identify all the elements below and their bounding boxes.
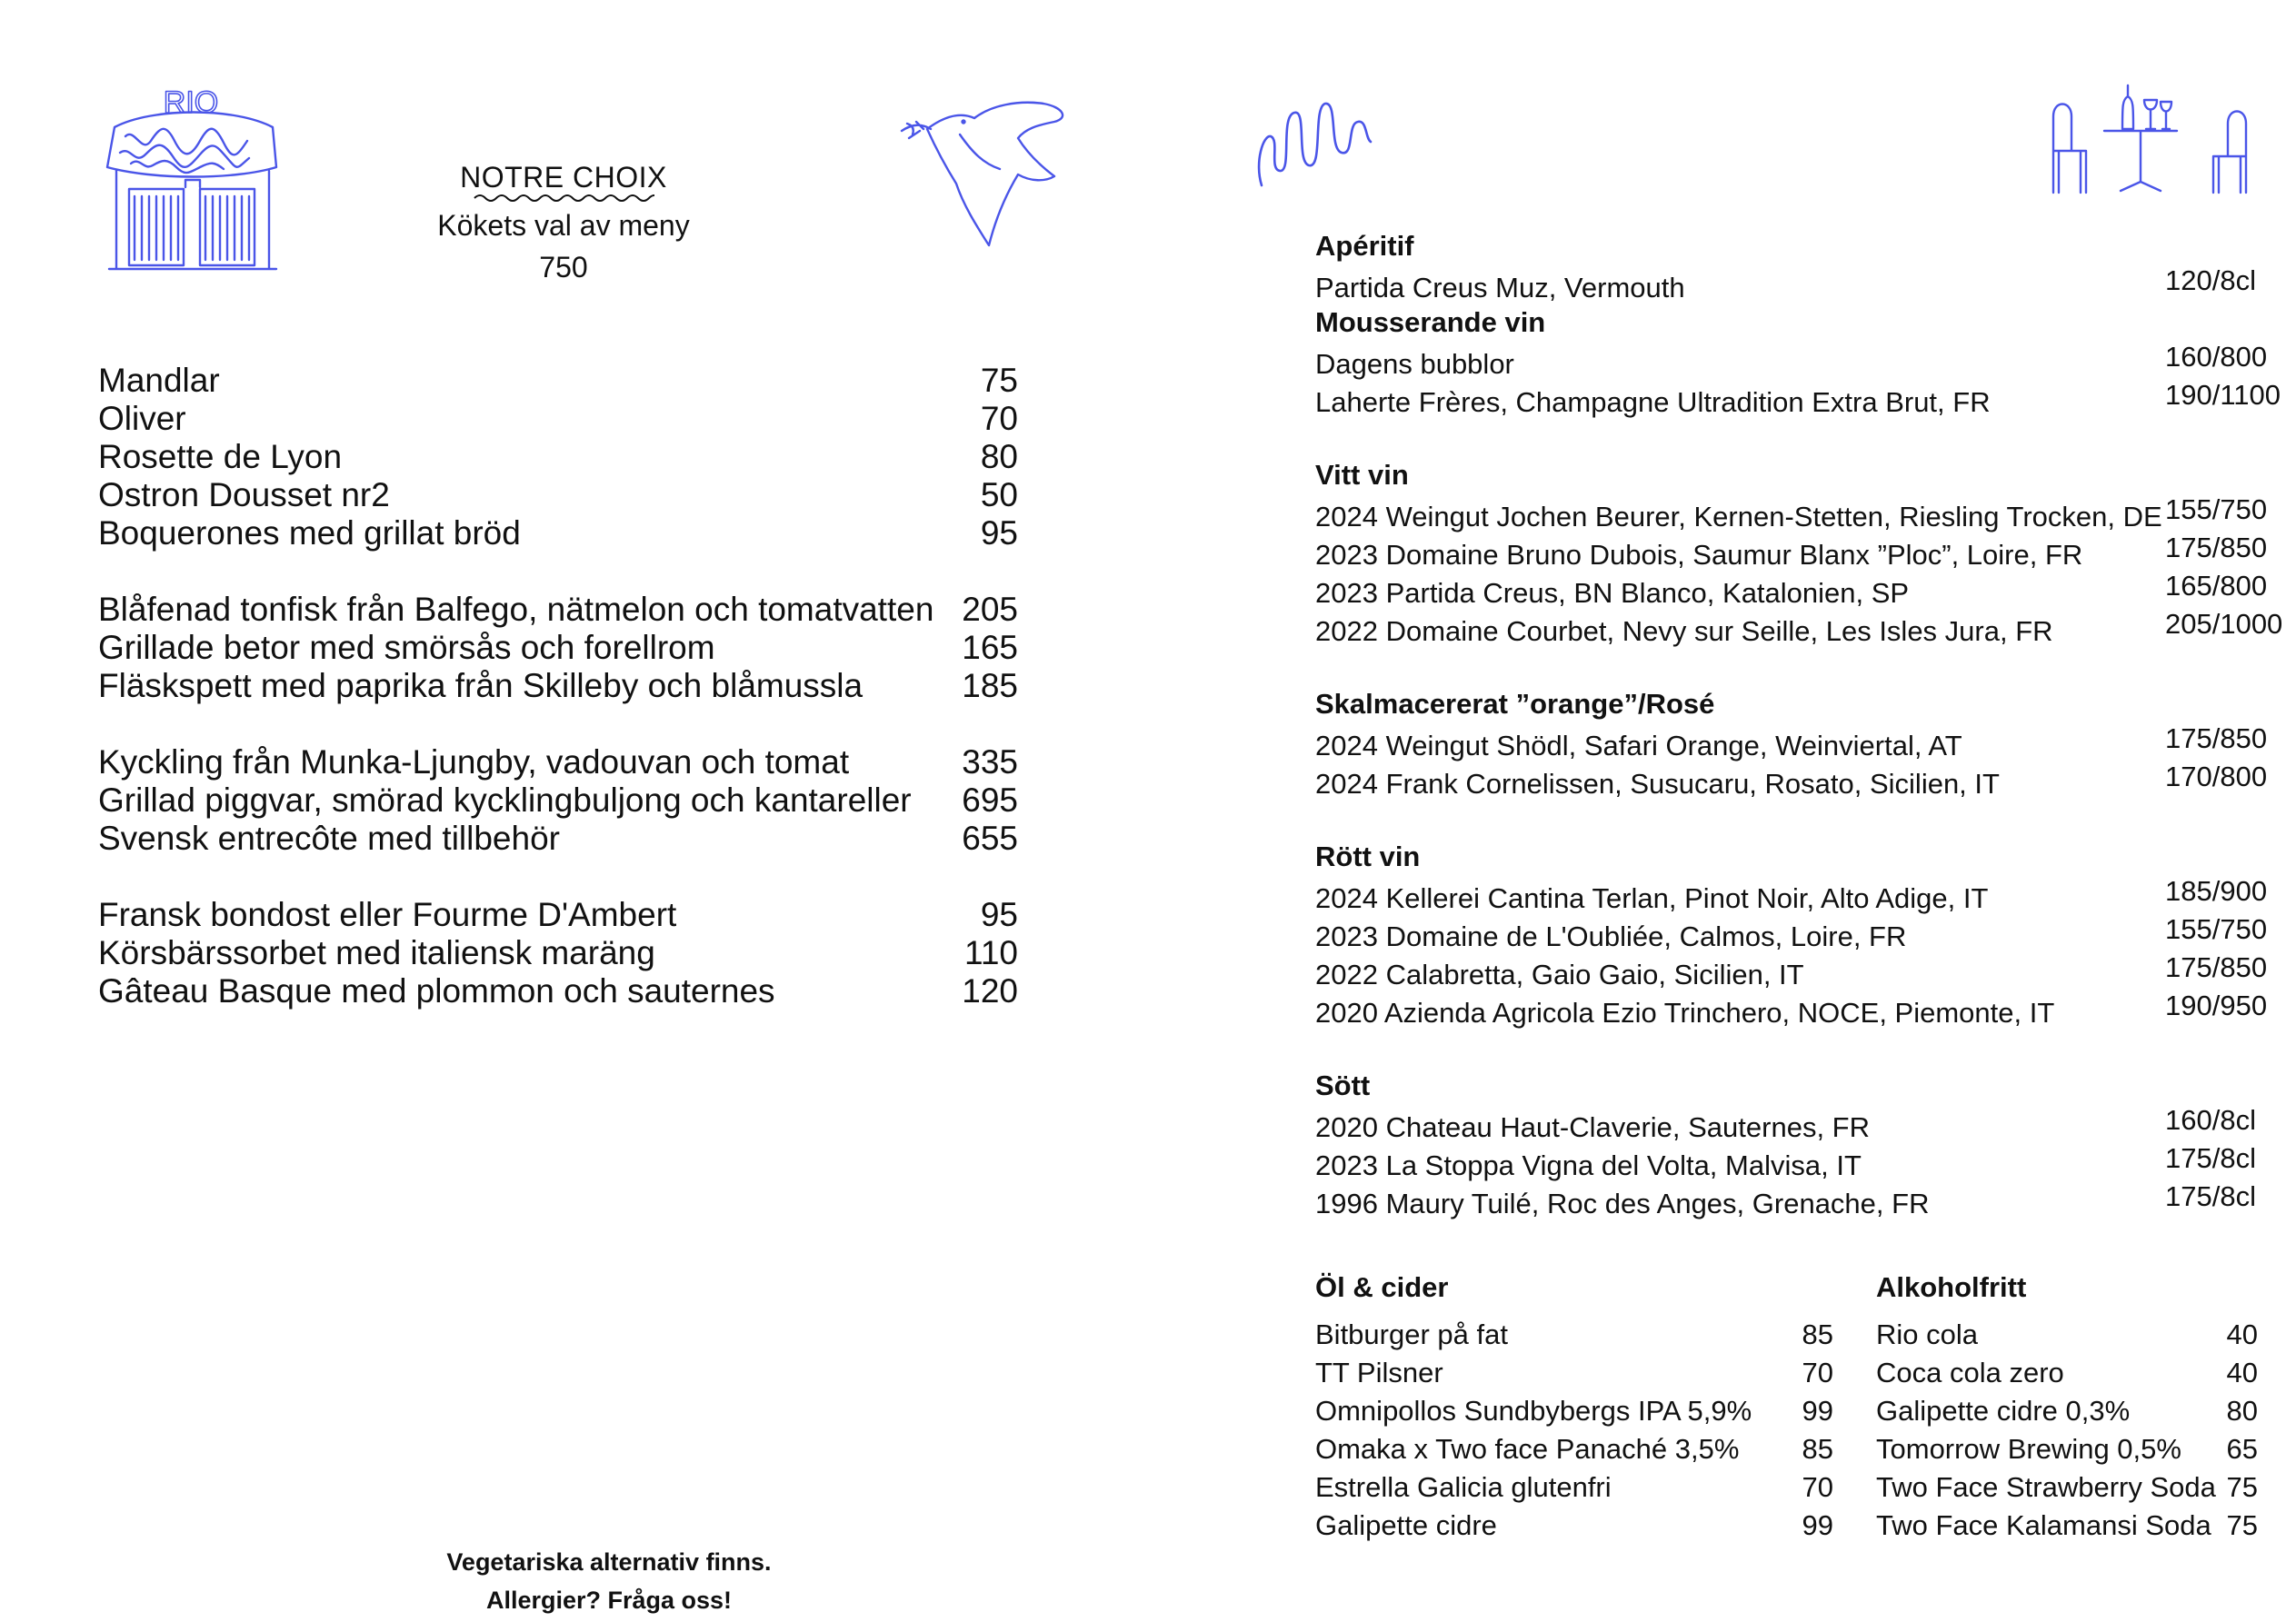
drink-item-price: 40	[2226, 1318, 2258, 1350]
rio-building-icon	[98, 80, 285, 275]
menu-item-price: 50	[980, 476, 1018, 513]
drink-item	[1876, 1354, 2258, 1392]
wine-item-name: 1996 Maury Tuilé, Roc des Anges, Grenache, FR	[1315, 1188, 1930, 1219]
wine-item-price: 205/1000	[2165, 608, 2283, 640]
drink-item-price: 99	[1802, 1509, 1833, 1541]
menu-item	[98, 896, 1018, 934]
drink-item-name: Two Face Strawberry Soda	[1876, 1471, 2216, 1503]
notre-choix-subtitle: Kökets val av meny	[437, 209, 690, 242]
wine-item-name: Dagens bubblor	[1315, 348, 1514, 380]
menu-item	[98, 476, 1018, 514]
drink-item-price: 40	[2226, 1357, 2258, 1388]
wine-item-name: 2022 Calabretta, Gaio Gaio, Sicilien, IT	[1315, 959, 1804, 990]
menu-item-price: 75	[980, 362, 1018, 399]
wine-item-price: 175/8cl	[2165, 1142, 2256, 1174]
menu-item-name: Rosette de Lyon	[98, 438, 343, 475]
drink-item-name: Rio cola	[1876, 1318, 1978, 1350]
drink-item-price: 80	[2226, 1395, 2258, 1427]
notre-choix-block	[400, 159, 727, 286]
menu-item	[98, 934, 1018, 972]
wine-item-price: 170/800	[2165, 761, 2268, 792]
wine-item-name: 2023 Domaine Bruno Dubois, Saumur Blanx ”Ploc”, Loire, FR	[1315, 539, 2083, 571]
wine-section-heading: Vitt vin	[1315, 459, 1409, 491]
rio-logo-text: RIO	[163, 85, 219, 120]
wine-item	[1315, 914, 2296, 952]
drink-item-price: 75	[2226, 1509, 2258, 1541]
wine-item	[1315, 609, 2296, 647]
menu-item-name: Mandlar	[98, 362, 220, 399]
menu-item-name: Grillad piggvar, smörad kycklingbuljong och kantareller	[98, 781, 912, 819]
drink-item	[1876, 1316, 2258, 1354]
menu-item	[98, 400, 1018, 438]
wine-item-price: 175/850	[2165, 532, 2268, 563]
drink-item-price: 85	[1802, 1433, 1833, 1465]
wine-section-heading: Skalmacererat ”orange”/Rosé	[1315, 688, 1715, 720]
food-menu	[98, 362, 1018, 1049]
menu-item	[98, 667, 1018, 705]
menu-item-name: Fransk bondost eller Fourme D'Ambert	[98, 896, 677, 933]
drink-item-price: 85	[1802, 1318, 1833, 1350]
wine-item-price: 175/850	[2165, 722, 2268, 754]
wine-section-heading: Rött vin	[1315, 841, 1421, 872]
drink-item-price: 70	[1802, 1357, 1833, 1388]
drink-item-name: Tomorrow Brewing 0,5%	[1876, 1433, 2181, 1465]
allergy-note: Allergier? Fråga oss!	[485, 1587, 733, 1614]
drink-item-name: TT Pilsner	[1315, 1357, 1443, 1388]
drink-item	[1876, 1430, 2258, 1468]
wine-item-name: 2024 Kellerei Cantina Terlan, Pinot Noir, Alto Adige, IT	[1315, 882, 1989, 914]
drink-item-name: Bitburger på fat	[1315, 1318, 1508, 1350]
food-group	[98, 591, 1018, 705]
wine-item-name: 2020 Azienda Agricola Ezio Trinchero, NOCE, Piemonte, IT	[1315, 997, 2055, 1029]
drink-item-name: Galipette cidre	[1315, 1509, 1497, 1541]
menu-item	[98, 743, 1018, 781]
wine-item-price: 120/8cl	[2165, 264, 2256, 296]
drink-item	[1315, 1316, 1833, 1354]
wine-item-price: 160/800	[2165, 341, 2268, 373]
wine-item	[1315, 571, 2296, 609]
drink-item-name: Two Face Kalamansi Soda	[1876, 1509, 2211, 1541]
menu-item	[98, 972, 1018, 1010]
wine-item	[1315, 494, 2296, 532]
menu-item-name: Boquerones med grillat bröd	[98, 514, 521, 552]
menu-item-price: 110	[964, 934, 1018, 971]
drink-item-name: Omaka x Two face Panaché 3,5%	[1315, 1433, 1740, 1465]
footer-notes	[345, 1543, 873, 1619]
drink-item-name: Coca cola zero	[1876, 1357, 2064, 1388]
drink-item-name: Galipette cidre 0,3%	[1876, 1395, 2131, 1427]
wine-item-name: 2023 Domaine de L'Oubliée, Calmos, Loire, FR	[1315, 920, 1907, 952]
drink-item	[1876, 1507, 2258, 1545]
menu-item-price: 205	[962, 591, 1018, 628]
menu-item-name: Körsbärssorbet med italiensk maräng	[98, 934, 655, 971]
wine-section-heading: Mousserande vin	[1315, 306, 1546, 338]
drink-item-price: 65	[2226, 1433, 2258, 1465]
menu-item-price: 185	[962, 667, 1018, 704]
menu-item-name: Fläskspett med paprika från Skilleby och blåmussla	[98, 667, 863, 704]
menu-item-price: 655	[962, 820, 1018, 857]
drink-item	[1315, 1507, 1833, 1545]
wine-item	[1315, 342, 2296, 380]
menu-item-price: 95	[980, 514, 1018, 552]
drink-item	[1315, 1354, 1833, 1392]
wine-section	[1315, 227, 2296, 304]
wine-item	[1315, 265, 2296, 304]
wine-item-name: 2024 Frank Cornelissen, Susucaru, Rosato, Sicilien, IT	[1315, 768, 2000, 800]
menu-item	[98, 514, 1018, 552]
drink-item-price: 75	[2226, 1471, 2258, 1503]
wine-item-name: Laherte Frères, Champagne Ultradition Extra Brut, FR	[1315, 386, 1991, 418]
drink-section-heading: Öl & cider	[1315, 1271, 1449, 1303]
wine-item-price: 155/750	[2165, 913, 2268, 945]
wine-item-name: 2024 Weingut Shödl, Safari Orange, Weinviertal, AT	[1315, 730, 1962, 761]
wine-item-name: 2023 Partida Creus, BN Blanco, Katalonien, SP	[1315, 577, 1910, 609]
wine-item	[1315, 1105, 2296, 1143]
menu-item-price: 80	[980, 438, 1018, 475]
wine-section	[1315, 838, 2296, 1029]
wine-item-name: 2020 Chateau Haut-Claverie, Sauternes, FR	[1315, 1111, 1870, 1143]
menu-item-name: Blåfenad tonfisk från Balfego, nätmelon och tomatvatten	[98, 591, 934, 628]
wine-item-price: 175/8cl	[2165, 1180, 2256, 1212]
menu-item	[98, 629, 1018, 667]
wine-item-name: 2024 Weingut Jochen Beurer, Kernen-Stetten, Riesling Trocken, DE	[1315, 501, 2162, 532]
wine-item-price: 165/800	[2165, 570, 2268, 602]
drink-item	[1315, 1392, 1833, 1430]
drink-item	[1876, 1468, 2258, 1507]
dove-icon	[900, 98, 1082, 253]
drink-section-heading: Alkoholfritt	[1876, 1271, 2027, 1303]
drink-item	[1315, 1468, 1833, 1507]
wine-item	[1315, 532, 2296, 571]
menu-item-price: 695	[962, 781, 1018, 819]
wine-item-price: 185/900	[2165, 875, 2268, 907]
wine-item-price: 190/1100	[2165, 379, 2281, 411]
menu-item	[98, 591, 1018, 629]
menu-item	[98, 781, 1018, 820]
wine-item	[1315, 761, 2296, 800]
squiggle-icon	[1253, 98, 1375, 189]
wine-item-price: 190/950	[2165, 990, 2268, 1021]
drink-item-name: Estrella Galicia glutenfri	[1315, 1471, 1612, 1503]
wine-section-heading: Sött	[1315, 1070, 1371, 1101]
wine-item	[1315, 1143, 2296, 1181]
drink-item	[1876, 1392, 2258, 1430]
wine-item	[1315, 1181, 2296, 1219]
menu-item-price: 120	[962, 972, 1018, 1010]
food-group	[98, 362, 1018, 552]
wine-item	[1315, 876, 2296, 914]
menu-item	[98, 820, 1018, 858]
wine-item-price: 155/750	[2165, 493, 2268, 525]
wine-item-name: Partida Creus Muz, Vermouth	[1315, 272, 1685, 304]
menu-item-name: Ostron Dousset nr2	[98, 476, 390, 513]
drink-item	[1315, 1430, 1833, 1468]
notre-choix-title: NOTRE CHOIX	[460, 161, 667, 194]
bistro-table-icon	[2050, 80, 2250, 198]
wine-item	[1315, 380, 2296, 418]
wine-item-price: 175/850	[2165, 951, 2268, 983]
food-group	[98, 743, 1018, 858]
menu-item	[98, 438, 1018, 476]
menu-item-name: Gâteau Basque med plommon och sauternes	[98, 972, 775, 1010]
menu-item-name: Grillade betor med smörsås och forellrom	[98, 629, 715, 666]
wine-section	[1315, 456, 2296, 647]
drink-item-price: 99	[1802, 1395, 1833, 1427]
vegetarian-note: Vegetariska alternativ finns.	[446, 1548, 772, 1576]
menu-item-price: 70	[980, 400, 1018, 437]
food-group	[98, 896, 1018, 1010]
wine-item-name: 2022 Domaine Courbet, Nevy sur Seille, Les Isles Jura, FR	[1315, 615, 2053, 647]
menu-item-name: Svensk entrecôte med tillbehör	[98, 820, 560, 857]
wine-item-price: 160/8cl	[2165, 1104, 2256, 1136]
drink-item-price: 70	[1802, 1471, 1833, 1503]
menu-item-name: Kyckling från Munka-Ljungby, vadouvan och tomat	[98, 743, 850, 781]
menu-item-price: 335	[962, 743, 1018, 781]
menu-item-price: 95	[980, 896, 1018, 933]
wine-section-heading: Apéritif	[1315, 230, 1414, 262]
wine-section	[1315, 685, 2296, 800]
wine-item	[1315, 990, 2296, 1029]
beer-cider-section	[1315, 1269, 1833, 1545]
drink-item-name: Omnipollos Sundbybergs IPA 5,9%	[1315, 1395, 1752, 1427]
non-alcoholic-section	[1876, 1269, 2258, 1545]
menu-item-price: 165	[962, 629, 1018, 666]
wine-item-name: 2023 La Stoppa Vigna del Volta, Malvisa, IT	[1315, 1149, 1862, 1181]
wine-section	[1315, 304, 2296, 418]
wine-section	[1315, 1067, 2296, 1219]
menu-item-name: Oliver	[98, 400, 186, 437]
wine-item	[1315, 952, 2296, 990]
menu-item	[98, 362, 1018, 400]
wine-menu	[1315, 227, 2296, 1258]
wine-item	[1315, 723, 2296, 761]
notre-choix-price: 750	[539, 251, 588, 284]
